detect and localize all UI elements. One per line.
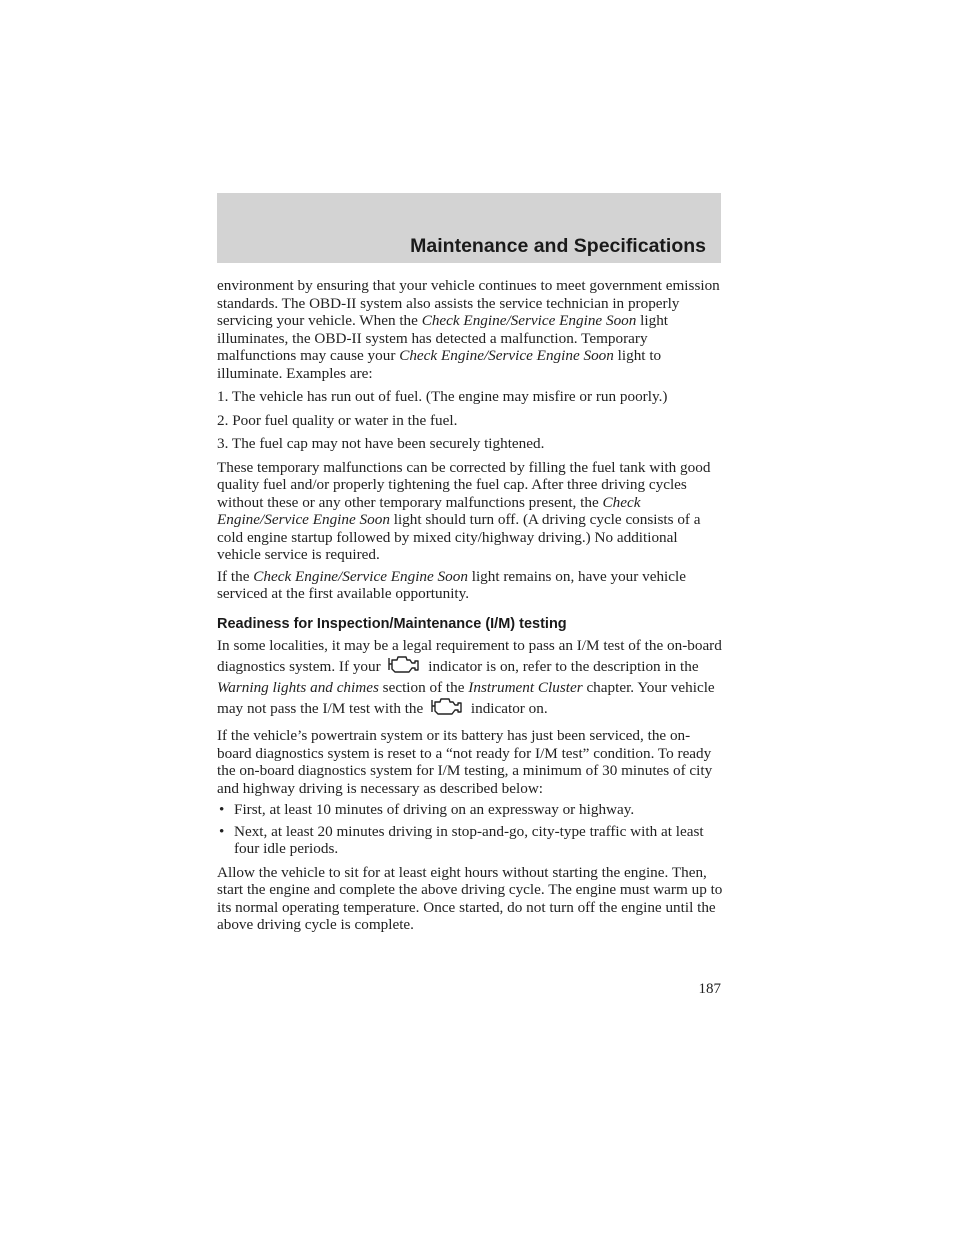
text: In some localities, it may be a legal requirement to pass an I/M test of the on-board diagnostics system. If your bbox=[217, 637, 722, 675]
paragraph-im-requirement bbox=[217, 637, 723, 721]
section-title: Maintenance and Specifications bbox=[410, 235, 706, 257]
section-header-band bbox=[217, 193, 721, 263]
section-reference: Warning lights and chimes bbox=[217, 679, 379, 696]
page-number: 187 bbox=[698, 981, 721, 997]
text: section of the bbox=[378, 679, 469, 696]
text: light remains on, have your vehicle serviced at the first available opportunity. bbox=[217, 567, 686, 602]
text: light to illuminate. Examples are: bbox=[217, 347, 662, 382]
text: environment by ensuring that your vehicle continues to meet government emission standards. The OBD-II system also assists the service technician in properly servicing your vehicle. When the bbox=[217, 277, 720, 329]
list-item bbox=[217, 801, 723, 819]
text: These temporary malfunctions can be corrected by filling the fuel tank with good quality fuel and/or properly tightening the fuel cap. After three driving cycles without these or any other temporary malfunctions present, the bbox=[217, 458, 711, 511]
light-name: Check Engine/Service Engine Soon bbox=[421, 312, 637, 329]
bullet-icon: • bbox=[219, 801, 225, 818]
paragraph-temporary-malfunctions bbox=[217, 459, 723, 564]
text: If the bbox=[217, 567, 254, 585]
page-body bbox=[217, 277, 723, 934]
light-name: Check Engine/Service Engine Soon bbox=[217, 493, 641, 528]
text: indicator is on, refer to the description in the bbox=[424, 657, 699, 675]
paragraph-light-remains-on bbox=[217, 568, 723, 603]
list-item bbox=[217, 823, 723, 858]
paragraph-system-reset: If the vehicle’s powertrain system or its battery has just been serviced, the on-board diagnostics system is reset to a “not ready for I/M test” condition. To ready the on-board diagnostics system for I/M testing, a minimum of 30 minutes of city and highway driving is necessary as described below: bbox=[217, 727, 713, 797]
paragraph-allow-vehicle-to-sit: Allow the vehicle to sit for at least eight hours without starting the engine. Then, start the engine and complete the above driving cycle. The engine must warm up to its normal operating temperature. Once started, do not turn off the engine until the above driving cycle is complete. bbox=[217, 863, 723, 933]
text: indicator on. bbox=[467, 699, 548, 717]
subheading-im-testing: Readiness for Inspection/Maintenance (I/M) testing bbox=[217, 615, 567, 632]
text: First, at least 10 minutes of driving on an expressway or highway. bbox=[234, 801, 635, 818]
light-name: Check Engine/Service Engine Soon bbox=[399, 347, 614, 364]
text: chapter. Your vehicle may not pass the I/M test with the bbox=[217, 679, 715, 717]
example-item-2: 2. Poor fuel quality or water in the fuel. bbox=[217, 411, 458, 429]
text: Next, at least 20 minutes driving in stop-and-go, city-type traffic with at least four idle periods. bbox=[234, 822, 704, 857]
light-name: Check Engine/Service Engine Soon bbox=[253, 567, 468, 585]
chapter-reference: Instrument Cluster bbox=[468, 679, 583, 696]
example-item-1: 1. The vehicle has run out of fuel. (The engine may misfire or run poorly.) bbox=[217, 388, 668, 405]
text: light should turn off. (A driving cycle consists of a cold engine startup followed by mixed city/highway driving.) No additional vehicle service is required. bbox=[217, 511, 701, 563]
text: light illuminates, the OBD-II system has detected a malfunction. Temporary malfunctions may cause your bbox=[217, 312, 669, 364]
bullet-icon: • bbox=[219, 822, 225, 840]
check-engine-icon bbox=[429, 697, 465, 722]
example-item-3: 3. The fuel cap may not have been securely tightened. bbox=[217, 435, 545, 452]
check-engine-icon bbox=[386, 655, 422, 680]
paragraph-obd-intro bbox=[217, 277, 723, 382]
